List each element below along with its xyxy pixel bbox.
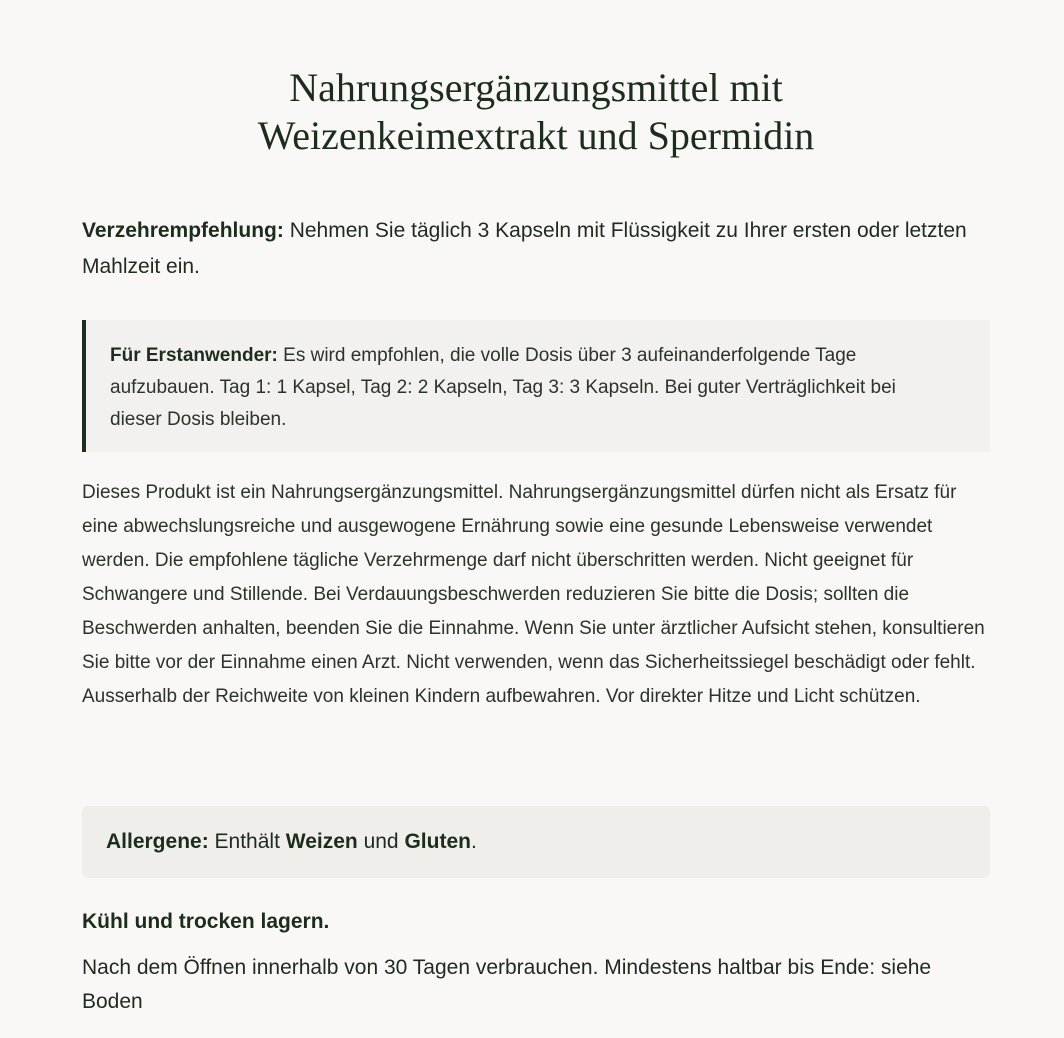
page-title-line-2: Weizenkeimextrakt und Spermidin — [257, 113, 815, 158]
dosage-recommendation — [82, 213, 990, 285]
storage-heading: Kühl und trocken lagern. — [82, 910, 330, 933]
warnings-paragraph: Dieses Produkt ist ein Nahrungsergänzungsmittel. Nahrungsergänzungsmittel dürfen nicht als Ersatz für eine abwechslungsreiche und ausgewogene Ernährung sowie eine gesunde Lebensweise verwendet werden. Die empfohlene tägliche Verzehrmenge darf nicht überschritten werden. Nicht geeignet für Schwangere und Stillende. Bei Verdauungsbeschwerden reduzieren Sie bitte die Dosis; sollten die Beschwerden anhalten, beenden Sie die Einnahme. Wenn Sie unter ärztlicher Aufsicht stehen, konsultieren Sie bitte vor der Einnahme einen Arzt. Nicht verwenden, wenn das Sicherheitssiegel beschädigt oder fehlt. Ausserhalb der Reichweite von kleinen Kindern aufbewahren. Vor direkter Hitze und Licht schützen. — [82, 482, 985, 707]
dosage-text: Nehmen Sie täglich 3 Kapseln mit Flüssigkeit zu Ihrer ersten oder letzten Mahlzeit ein. — [82, 219, 967, 278]
first-time-label: Für Erstanwender: — [110, 345, 278, 366]
allergens-box — [82, 806, 990, 878]
allergens-text-before: Enthält — [208, 830, 286, 853]
page-title-line-1: Nahrungsergänzungsmittel mit — [289, 65, 783, 110]
allergens-label: Allergene: — [106, 830, 209, 853]
dosage-label: Verzehrempfehlung: — [82, 219, 284, 242]
first-time-text: Es wird empfohlen, die volle Dosis über 3 aufeinanderfolgende Tage aufzubauen. Tag 1: 1 Kapsel, Tag 2: 2 Kapseln, Tag 3: 3 Kapseln. Bei guter Verträglichkeit bei dieser Dosis bleiben. — [110, 345, 896, 430]
allergen-wheat: Weizen — [285, 830, 358, 853]
storage-text: Nach dem Öffnen innerhalb von 30 Tagen verbrauchen. Mindestens haltbar bis Ende: siehe Boden — [82, 956, 932, 1013]
page-title — [82, 64, 990, 160]
allergens-text-middle: und — [357, 830, 405, 853]
allergens-text-after: . — [470, 830, 477, 853]
allergen-gluten: Gluten — [404, 830, 471, 853]
first-time-user-note — [82, 320, 990, 452]
